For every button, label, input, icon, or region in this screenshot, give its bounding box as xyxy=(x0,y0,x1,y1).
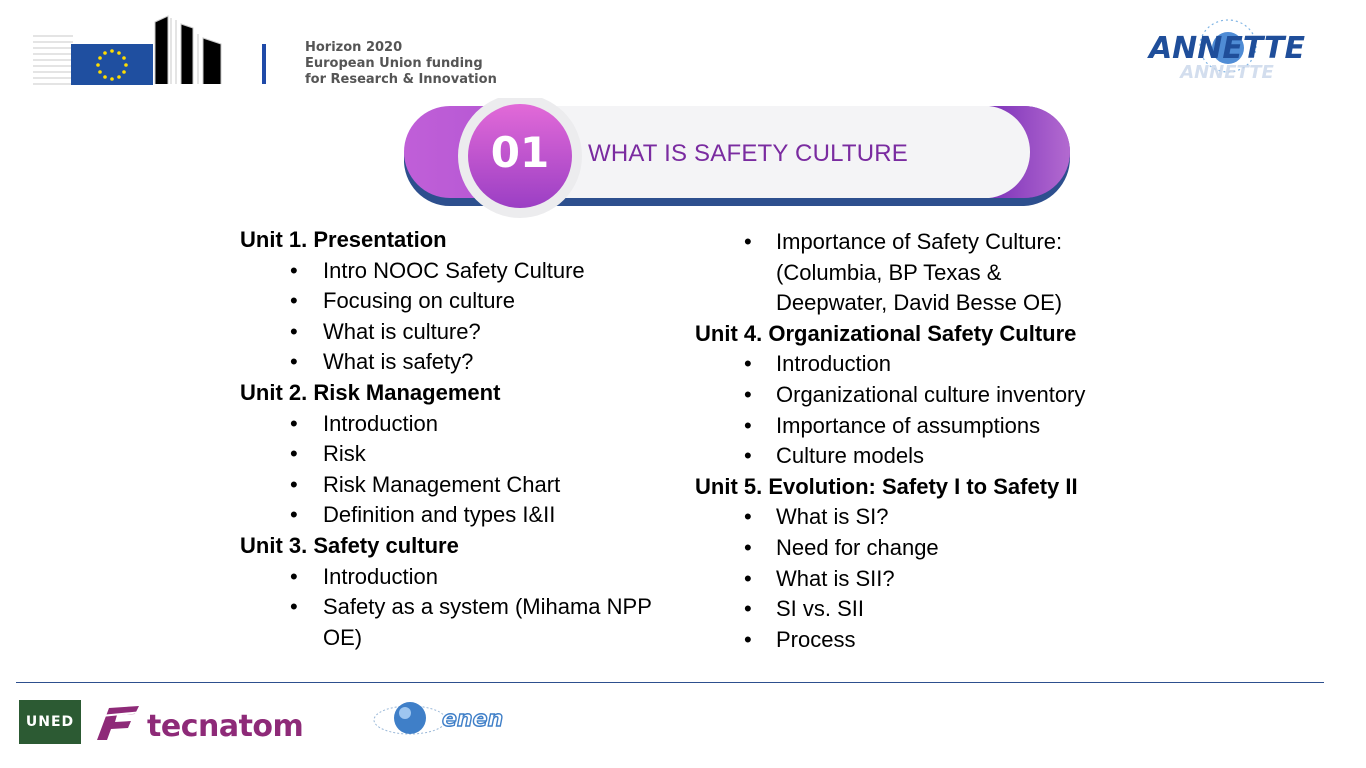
continued-items xyxy=(695,227,1165,319)
bullet-icon: • xyxy=(744,412,752,438)
svg-text:enen: enen xyxy=(442,707,504,732)
list-item: • What is SI? xyxy=(695,502,1165,533)
bullet-icon: • xyxy=(290,563,298,589)
list-item: • What is culture? xyxy=(240,317,680,348)
list-item: • Culture models xyxy=(695,441,1165,472)
svg-text:ANNETTE: ANNETTE xyxy=(1180,62,1274,83)
list-item: • Introduction xyxy=(240,409,680,440)
unit-title: Unit 3. Safety culture xyxy=(240,532,459,558)
bullet-icon: • xyxy=(290,594,298,620)
unit-title: Unit 5. Evolution: Safety I to Safety II xyxy=(695,473,1078,499)
bullet-icon: • xyxy=(290,288,298,314)
tecnatom-logo xyxy=(95,702,355,744)
european-commission-logo xyxy=(33,14,223,86)
unit-title: Unit 2. Risk Management xyxy=(240,379,501,405)
bullet-icon: • xyxy=(744,381,752,407)
svg-text:ANNETTE: ANNETTE xyxy=(1148,31,1306,66)
bullet-icon: • xyxy=(744,504,752,530)
unit-title: Unit 4. Organizational Safety Culture xyxy=(695,320,1077,346)
list-item: • Intro NOOC Safety Culture xyxy=(240,256,680,287)
unit-items xyxy=(695,502,1165,655)
bullet-icon: • xyxy=(290,257,298,283)
list-item: • Definition and types I&II xyxy=(240,500,680,531)
svg-text:tecnatom: tecnatom xyxy=(147,709,304,744)
bullet-icon: • xyxy=(744,565,752,591)
bullet-icon: • xyxy=(744,534,752,560)
list-item: • Safety as a system (Mihama NPP OE) xyxy=(290,594,652,650)
section-number: 01 xyxy=(490,128,550,177)
list-item: • What is safety? xyxy=(240,347,680,378)
list-item: • What is SII? xyxy=(695,564,1165,595)
unit-items xyxy=(240,256,680,378)
bullet-icon: • xyxy=(744,626,752,652)
list-item: • Importance of Safety Culture: (Columbia, BP Texas & Deepwater, David Besse OE) xyxy=(744,229,1063,316)
list-item: • Focusing on culture xyxy=(240,286,680,317)
bullet-icon: • xyxy=(744,443,752,469)
bullet-icon: • xyxy=(744,351,752,377)
list-item: • SI vs. SII xyxy=(695,594,1165,625)
uned-logo: UNED xyxy=(19,700,81,744)
unit-title: Unit 1. Presentation xyxy=(240,227,447,252)
bullet-icon: • xyxy=(290,441,298,467)
list-item: • Introduction xyxy=(240,562,680,593)
horizon-line-3: for Research & Innovation xyxy=(305,72,497,87)
annette-logo xyxy=(1132,18,1322,86)
bullet-icon: • xyxy=(290,502,298,528)
list-item: • Importance of assumptions xyxy=(695,411,1165,442)
bullet-icon: • xyxy=(290,349,298,375)
bullet-icon: • xyxy=(744,229,752,254)
bullet-icon: • xyxy=(744,596,752,622)
right-column xyxy=(695,227,1165,655)
footer-divider xyxy=(16,682,1324,683)
list-item: • Risk Management Chart xyxy=(240,470,680,501)
unit-items xyxy=(240,409,680,531)
section-title: WHAT IS SAFETY CULTURE xyxy=(588,140,908,167)
list-item: • Organizational culture inventory xyxy=(695,380,1165,411)
unit-items xyxy=(695,349,1165,471)
list-item: • Risk xyxy=(240,439,680,470)
horizon-line-2: European Union funding xyxy=(305,56,483,71)
horizon-line-1: Horizon 2020 xyxy=(305,40,403,55)
list-item: • Introduction xyxy=(695,349,1165,380)
bullet-icon: • xyxy=(290,471,298,497)
list-item: • Need for change xyxy=(695,533,1165,564)
horizon-2020-label xyxy=(305,40,565,88)
enen-logo xyxy=(372,696,548,744)
bullet-icon: • xyxy=(290,318,298,344)
unit-items xyxy=(240,562,680,654)
header-divider xyxy=(262,44,266,84)
bullet-icon: • xyxy=(290,410,298,436)
list-item: • Process xyxy=(695,625,1165,656)
left-column xyxy=(240,225,680,653)
